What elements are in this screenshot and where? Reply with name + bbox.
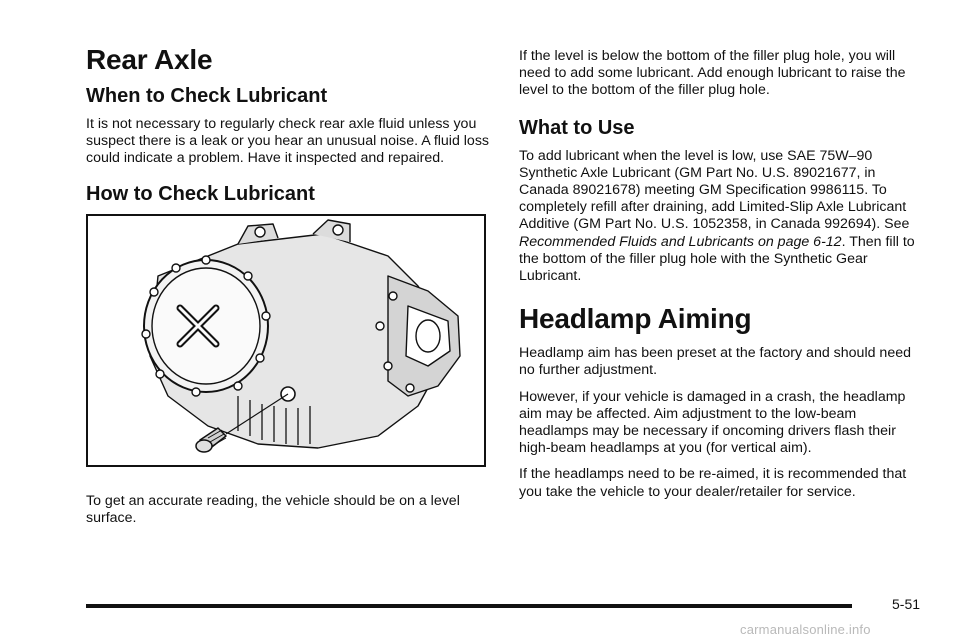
add-lubricant-text: If the level is below the bottom of the filler plug hole, you will need to add some lubricant. Add enough lubricant to raise the level to the bottom of the filler plug hole. (519, 48, 906, 99)
what-to-use-text-end: . Then fill to the bottom of the filler plug hole with the Synthetic Gear Lubricant. (519, 233, 915, 285)
what-to-use-body (519, 148, 927, 286)
level-surface-text: To get an accurate reading, the vehicle should be on a level surface. (86, 492, 460, 526)
watermark: carmanualsonline.info (740, 622, 871, 637)
headlamp-aiming-title: Headlamp Aiming (519, 303, 752, 335)
page-number: 5-51 (892, 596, 921, 612)
rear-axle-illustration (86, 214, 486, 467)
right-column (519, 48, 927, 510)
fluids-reference-link[interactable]: Recommended Fluids and Lubricants on page 6-12 (519, 233, 842, 250)
left-column (86, 44, 490, 536)
headlamp-damage-text: However, if your vehicle is damaged in a crash, the headlamp aim may be affected. Aim adjustment to the low-beam headlamps may be necessary if oncoming drivers flash their high-beam headlamps at you (for vertical aim). (519, 388, 906, 457)
what-to-use-heading: What to Use (519, 116, 635, 139)
when-to-check-heading: When to Check Lubricant (86, 85, 328, 107)
rear-axle-drawing (88, 216, 484, 465)
filler-plug (196, 428, 226, 452)
page-title: Rear Axle (86, 44, 213, 75)
headlamp-preset-text: Headlamp aim has been preset at the factory and should need no further adjustment. (519, 345, 911, 379)
headlamp-service-text: If the headlamps need to be re-aimed, it is recommended that you take the vehicle to your dealer/retailer for service. (519, 466, 907, 500)
when-to-check-body: It is not necessary to regularly check rear axle fluid unless you suspect there is a leak or you hear an unusual noise. A fluid loss could indicate a problem. Have it inspected and repaired. (86, 116, 490, 167)
footer-rule (86, 604, 852, 608)
what-to-use-text: To add lubricant when the level is low, use SAE 75W–90 Synthetic Axle Lubricant (GM Part No. U.S. 89021677, in Canada 89021678) meeting GM Specification 9986115. To completely refill after draining, add Limited-Slip Axle Lubricant Additive (GM Part No. U.S. 1052358, in Canada 992694). See (519, 147, 910, 233)
how-to-check-heading: How to Check Lubricant (86, 182, 315, 205)
